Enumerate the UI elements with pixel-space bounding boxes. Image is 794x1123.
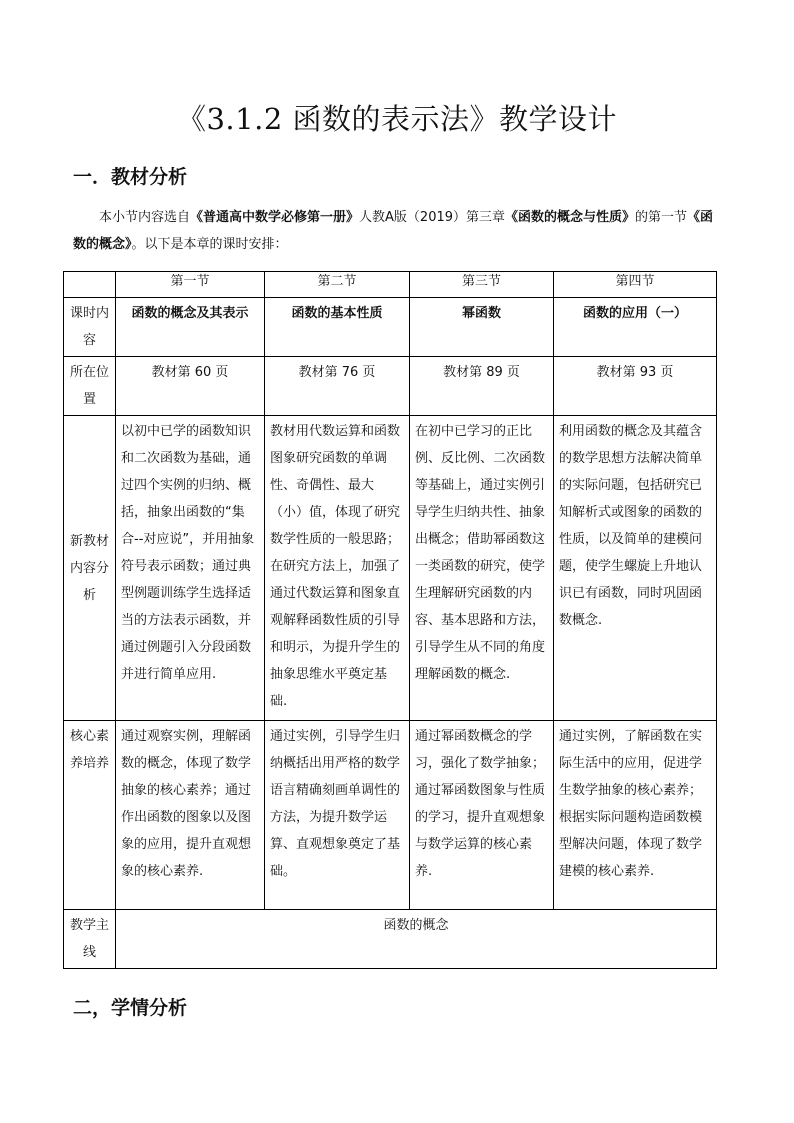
section-heading-textbook-analysis: 一．教材分析 [73,166,188,188]
header-cell: 第二节 [265,272,410,298]
lesson-schedule-table [63,271,717,969]
row-label-analysis: 新教材内容分析 [64,416,116,721]
header-cell: 第一节 [116,272,265,298]
table-row-content [64,298,717,357]
row-label-mainline: 教学主线 [64,910,116,969]
document-title: 《3.1.2 函数的表示法》教学设计 [176,102,617,136]
location-cell: 教材第 89 页 [410,357,554,416]
row-label-literacy: 核心素养培养 [64,721,116,910]
intro-book-title: 《普通高中数学必修第一册》 [190,210,360,225]
table-row-mainline [64,910,717,969]
mainline-cell: 函数的概念 [116,910,717,969]
intro-paragraph [73,204,723,258]
analysis-cell: 利用函数的概念及其蕴含的数学思想方法解决简单的实际问题，包括研究已知解析式或图象的函数的性质，以及简单的建模问题，使学生螺旋上升地认识已有函数，同时巩固函数概念. [554,416,717,721]
location-cell: 教材第 76 页 [265,357,410,416]
section-heading-learner-analysis: 二，学情分析 [73,997,188,1019]
literacy-cell: 通过实例，引导学生归纳概括出用严格的数学语言精确刻画单调性的方法，为提升数学运算、直观想象奠定了基础。 [265,721,410,910]
intro-chapter-title: 《函数的概念与性质》 [505,210,636,225]
intro-text-1: 本小节内容选自 [99,210,191,225]
row-label-content: 课时内容 [64,298,116,357]
header-cell: 第三节 [410,272,554,298]
location-cell: 教材第 60 页 [116,357,265,416]
table-row-location [64,357,717,416]
row-label-location: 所在位置 [64,357,116,416]
table-row-literacy [64,721,717,910]
intro-text-3: 的第一节 [635,210,688,225]
location-cell: 教材第 93 页 [554,357,717,416]
content-cell: 函数的基本性质 [265,298,410,357]
table-corner-cell [64,272,116,298]
header-cell: 第四节 [554,272,717,298]
analysis-cell: 教材用代数运算和函数图象研究函数的单调性、奇偶性、最大（小）值，体现了研究数学性质的一般思路；在研究方法上，加强了通过代数运算和图象直观解释函数性质的引导和明示，为提升学生的抽象思维水平奠定基础. [265,416,410,721]
intro-text-4: 。以下是本章的课时安排： [131,237,288,252]
content-cell: 幂函数 [410,298,554,357]
intro-section-title: 《函数的概念》 [73,210,714,252]
table-header-row [64,272,717,298]
analysis-cell: 以初中已学的函数知识和二次函数为基础，通过四个实例的归纳、概括，抽象出函数的“集合--对应说”，并用抽象符号表示函数；通过典型例题训练学生选择适当的方法表示函数，并通过例题引入分段函数并进行简单应用. [116,416,265,721]
content-cell: 函数的应用（一） [554,298,717,357]
literacy-cell: 通过幂函数概念的学习，强化了数学抽象；通过幂函数图象与性质的学习，提升直观想象与数学运算的核心素养. [410,721,554,910]
content-cell: 函数的概念及其表示 [116,298,265,357]
literacy-cell: 通过实例，了解函数在实际生活中的应用，促进学生数学抽象的核心素养；根据实际问题构造函数模型解决问题，体现了数学建模的核心素养. [554,721,717,910]
table-row-analysis [64,416,717,721]
analysis-cell: 在初中已学习的正比例、反比例、二次函数等基础上，通过实例引导学生归纳共性、抽象出概念；借助幂函数这一类函数的研究，使学生理解研究函数的内容、基本思路和方法，引导学生从不同的角度理解函数的概念. [410,416,554,721]
intro-text-2: 人教A版（2019）第三章 [359,210,506,225]
literacy-cell: 通过观察实例，理解函数的概念，体现了数学抽象的核心素养；通过作出函数的图象以及图象的应用，提升直观想象的核心素养. [116,721,265,910]
